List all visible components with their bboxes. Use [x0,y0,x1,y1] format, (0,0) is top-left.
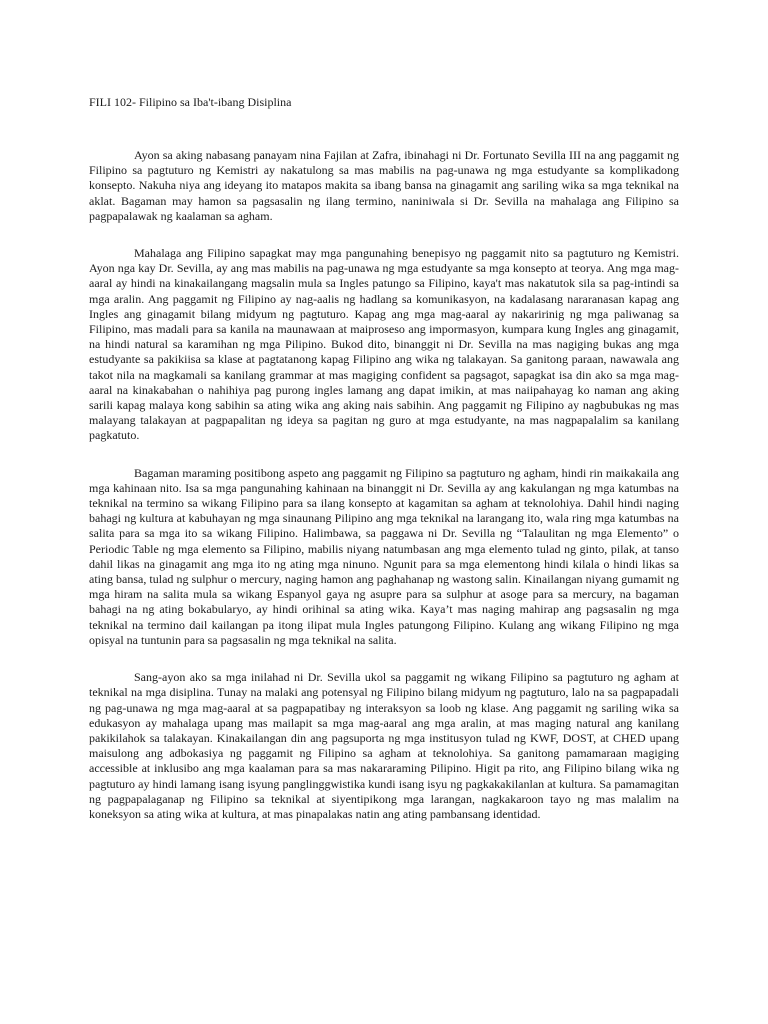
document-title: FILI 102- Filipino sa Iba't-ibang Disiplina [89,95,292,109]
paragraph-3: Bagaman maraming positibong aspeto ang paggamit ng Filipino sa pagtuturo ng agham, hindi rin maikakaila ang mga kahinaan nito. Isa sa mga pangunahing kahinaan na binanggit ni Dr. Sevilla ay ang kakulangan ng mga katumbas na teknikal na termino sa wikang Filipino para sa ilang konsepto at kagamitan sa agham at teknolohiya. Dahil hindi naging bahagi ng kultura at kabuhayan ng mga sinaunang Pilipino ang mga teknikal na larangang ito, wala ring mga katumbas na salita para sa mga ito sa wikang Filipino. Halimbawa, sa paggawa ni Dr. Sevilla ng “Talaulitan ng mga Elemento” o Periodic Table ng mga elemento sa Filipino, mabilis niyang natumbasan ang mga elemento tulad ng ginto, pilak, at tanso dahil likas na ginagamit ang mga ito ng ating mga ninuno. Ngunit para sa mga elementong hindi kilala o hindi likas sa ating bansa, tulad ng sulphur o mercury, naging hamon ang paghahanap ng wastong salin. Kinailangan niyang gumamit ng mga hiram na salita mula sa wikang Espanyol gaya ng asupre para sa sulphur at asoge para sa mercury, na bagaman bahagi na ng ating bokabularyo, ay hindi orihinal sa ating wika. Kaya’t mas naging mahirap ang pagsasalin ng mga teknikal na termino dail kailangan pa itong ilipat mula Ingles patungong Filipino. Kulang ang wikang Filipino ng mga opisyal na tuntunin para sa pagsasalin ng mga teknikal na salita. [89,465,679,647]
paragraph-2: Mahalaga ang Filipino sapagkat may mga pangunahing benepisyo ng paggamit nito sa pagtuturo ng Kemistri. Ayon nga kay Dr. Sevilla, ay ang mas mabilis na pag-unawa ng mga estudyante sa mga konsepto at teorya. Ang mga mag-aaral ay hindi na kinakailangang magsalin mula sa Ingles patungo sa Filipino, kaya't mas nakatutok sila sa pag-intindi sa mga aralin. Ang paggamit ng Filipino ay nag-aalis ng hadlang sa komunikasyon, na kadalasang nararanasan kapag ang Ingles ang ginagamit bilang midyum ng pagtuturo. Kapag ang mga mag-aaral ay nakaririnig ng mga paliwanag sa Filipino, mas madali para sa kanila na maunawaan at maiproseso ang impormasyon, kumpara kung Ingles ang ginagamit, na hindi natural sa karamihan ng mga Pilipino. Bukod dito, binanggit ni Dr. Sevilla na mas nagiging bukas ang mga estudyante sa pakikiisa sa klase at pagtatanong kapag Filipino ang wika ng talakayan. Sa ganitong paraan, nawawala ang takot nila na magkamali sa kanilang grammar at mas magiging confident sa pagsagot, sapagkat isa din ako sa mga mag-aaral na kinakabahan o nahihiya pag purong ingles lamang ang dapat imikin, at mas naiipahayag ko naman ang aking sarili kapag malaya kong sabihin sa ating wika ang aking nais sabihin. Ang paggamit ng Filipino ay nagbubukas ng mas malayang talakayan at pagpapalitan ng ideya sa pagitan ng guro at mga estudyante, na mas nagpapalalim sa kanilang pagkatuto. [89,246,679,443]
paragraph-4: Sang-ayon ako sa mga inilahad ni Dr. Sevilla ukol sa paggamit ng wikang Filipino sa pagtuturo ng agham at teknikal na mga disiplina. Tunay na malaki ang potensyal ng Filipino bilang midyum ng pagtuturo, lalo na sa pagpapadali ng pag-unawa ng mga mag-aaral at sa pagpapatibay ng interaksyon sa loob ng klase. Ang paggamit ng sariling wika sa edukasyon ay mahalaga upang mas mailapit sa mga mag-aaral ang mga aralin, at mas maging natural ang kanilang pakikilahok sa talakayan. Kinakailangan din ang pagsuporta ng mga institusyon tulad ng KWF, DOST, at CHED upang maisulong ang adbokasiya ng paggamit ng Filipino sa agham at teknolohiya. Sa ganitong pamamaraan magiging accessible at inklusibo ang mga kaalaman para sa mas nakararaming Pilipino. Higit pa rito, ang Filipino bilang wika ng pagtuturo ay hindi lamang isang isyung panglinggwistika kundi isang isyu ng pagkakakilanlan at kultura. Sa pamamagitan ng pagpapalaganap ng Filipino sa teknikal at siyentipikong mga larangan, nagkakaroon tayo ng mas malalim na koneksyon sa ating wika at kultura, at mas pinapalakas natin ang ating pambansang identidad. [89,670,679,821]
document-body [89,148,679,844]
paragraph-1: Ayon sa aking nabasang panayam nina Fajilan at Zafra, ibinahagi ni Dr. Fortunato Sevilla III na ang paggamit ng Filipino sa pagtuturo ng Kemistri ay nakatulong sa mas mabilis na pag-unawa ng mga estudyante sa komplikadong konsepto. Nakuha niya ang ideyang ito matapos makita sa ibang bansa na ginagamit ang sariling wika sa mga teknikal na aklat. Bagaman may hamon sa pagsasalin ng ilang termino, naniniwala si Dr. Sevilla na mahalaga ang Filipino sa pagpapalawak ng kaalaman sa agham. [89,148,679,223]
